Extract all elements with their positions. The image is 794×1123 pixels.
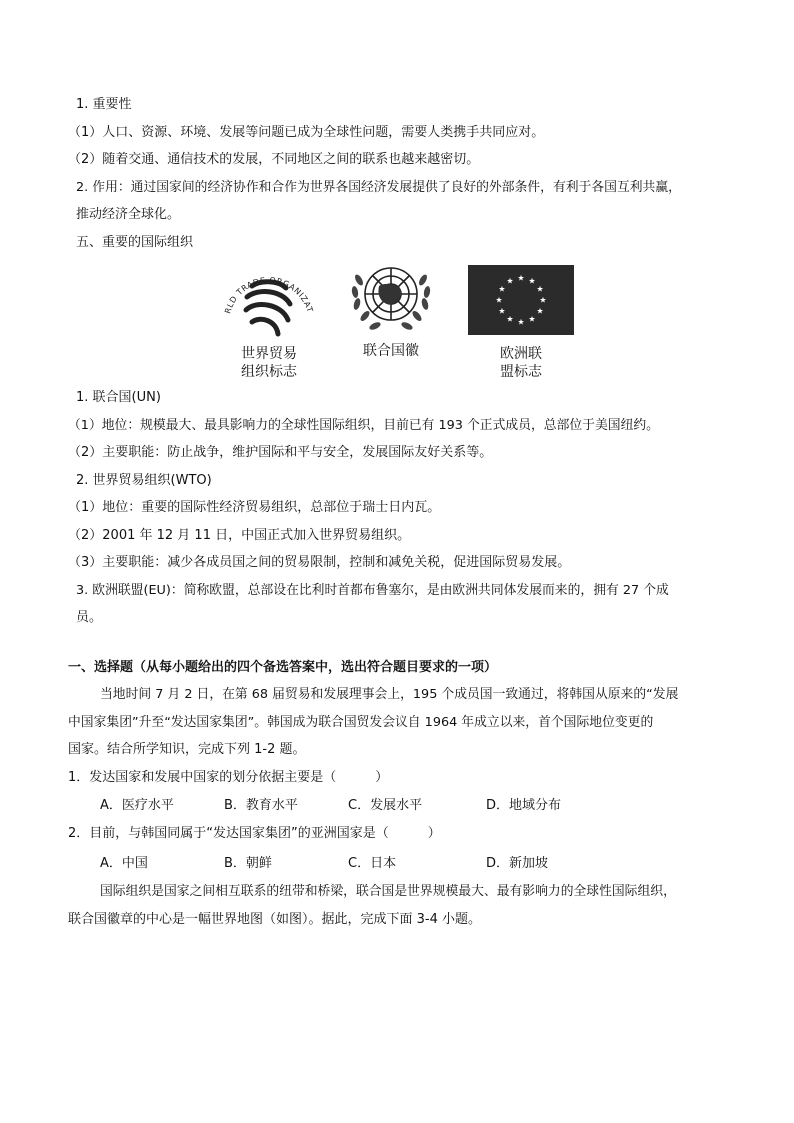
importance-point-1: （1）人口、资源、环境、发展等问题已成为全球性问题，需要人类携手共同应对。: [68, 125, 545, 140]
section-heading: 一、选择题（从每小题给出的四个备选答案中，选出符合题目要求的一项）: [68, 660, 498, 675]
eu-caption-line-1: 欧洲联: [500, 346, 542, 362]
passage-2-line-2: 联合国徽章的中心是一幅世界地图（如图）。据此，完成下面 3-4 小题。: [68, 912, 481, 927]
question-2: 2．目前，与韩国同属于“发达国家集团”的亚洲国家是（ ）: [68, 826, 441, 841]
q2-option-a[interactable]: A．中国: [100, 856, 148, 871]
q1-option-a[interactable]: A．医疗水平: [100, 798, 174, 813]
passage-2-line-1: 国际组织是国家之间相互联系的纽带和桥梁，联合国是世界规模最大、最有影响力的全球性国际组织，: [100, 884, 676, 899]
un-heading: 1. 联合国(UN): [76, 390, 161, 405]
wto-caption-line-1: 世界贸易: [241, 346, 297, 362]
un-functions: （2）主要职能：防止战争，维护国际和平与安全，发展国际友好关系等。: [68, 445, 493, 460]
wto-china-join: （2）2001 年 12 月 11 日，中国正式加入世界贸易组织。: [68, 528, 411, 543]
wto-heading: 2. 世界贸易组织(WTO): [76, 473, 212, 488]
q2-option-b[interactable]: B．朝鲜: [224, 856, 272, 871]
importance-point-2: （2）随着交通、通信技术的发展，不同地区之间的联系也越来越密切。: [68, 152, 480, 167]
q2-option-d[interactable]: D．新加坡: [486, 856, 549, 871]
eu-line-2: 员。: [76, 610, 103, 625]
passage-1-line-2: 中国家集团”升至“发达国家集团”。韩国成为联合国贸发会议自 1964 年成立以来，首个国际地位变更的: [68, 715, 654, 730]
organizations-heading: 五、重要的国际组织: [76, 235, 194, 250]
role-line-1: 2. 作用：通过国家间的经济协作和合作为世界各国经济发展提供了良好的外部条件，有利于各国互利共赢，: [76, 180, 681, 195]
svg-text:WORLD TRADE ORGANIZATION: RLD TRADE ORGANIZAT: [223, 275, 315, 315]
passage-1-line-3: 国家。结合所学知识，完成下列 1-2 题。: [68, 742, 306, 757]
wto-logo: [216, 252, 322, 346]
role-line-2: 推动经济全球化。: [76, 207, 181, 222]
wto-functions: （3）主要职能：减少各成员国之间的贸易限制，控制和减免关税，促进国际贸易发展。: [68, 555, 571, 570]
un-status: （1）地位：规模最大、最具影响力的全球性国际组织，目前已有 193 个正式成员，总部位于美国纽约。: [68, 418, 659, 433]
wto-caption-line-2: 组织标志: [241, 364, 297, 380]
q1-option-d[interactable]: D．地域分布: [486, 798, 562, 813]
question-1: 1．发达国家和发展中国家的划分依据主要是（ ）: [68, 770, 389, 785]
importance-heading: 1. 重要性: [76, 97, 132, 112]
q1-option-b[interactable]: B．教育水平: [224, 798, 298, 813]
q2-option-c[interactable]: C．日本: [348, 856, 397, 871]
eu-line-1: 3. 欧洲联盟(EU)：简称欧盟，总部设在比利时首都布鲁塞尔，是由欧洲共同体发展而来的，拥有 27 个成: [76, 583, 669, 598]
passage-1-line-1: 当地时间 7 月 2 日，在第 68 届贸易和发展理事会上，195 个成员国一致通过，将韩国从原来的“发展: [100, 687, 679, 702]
eu-flag: [468, 265, 574, 335]
eu-caption-line-2: 盟标志: [500, 364, 542, 380]
wto-status: （1）地位：重要的国际性经济贸易组织，总部位于瑞士日内瓦。: [68, 500, 441, 515]
un-caption: 联合国徽: [363, 343, 419, 359]
un-emblem: [341, 256, 441, 336]
q1-option-c[interactable]: C．发展水平: [348, 798, 423, 813]
